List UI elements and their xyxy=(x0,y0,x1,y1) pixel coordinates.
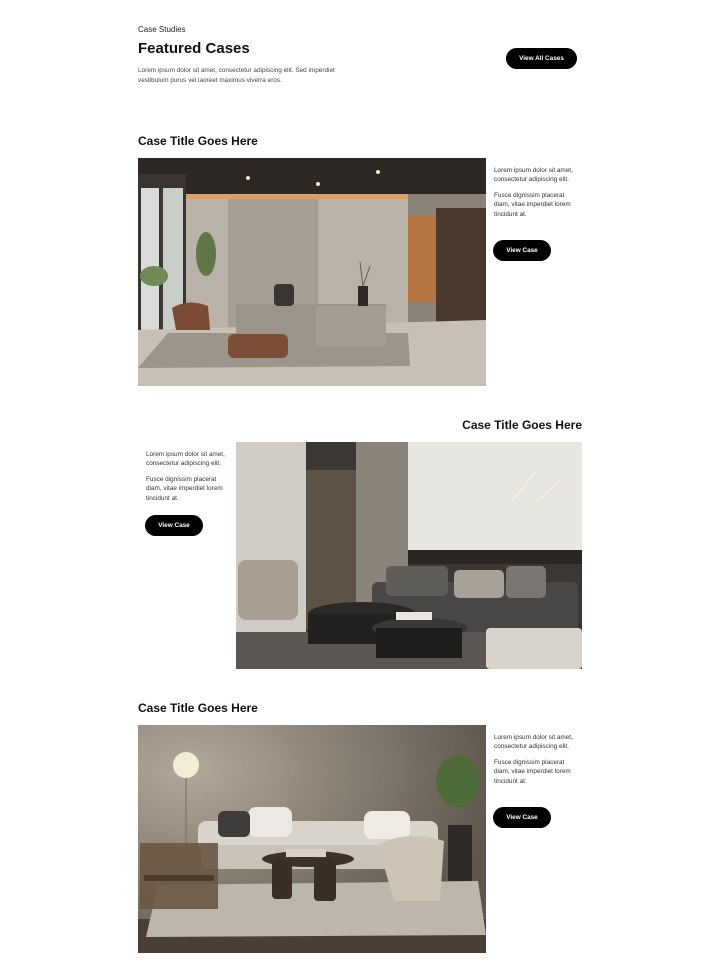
view-all-cases-button[interactable]: View All Cases xyxy=(507,49,576,68)
case-text-3a: Lorem ipsum dolor sit amet, consectetur adipiscing elit. xyxy=(494,734,573,751)
case-image-warm-living-room[interactable] xyxy=(138,725,486,953)
case-text-2a: Lorem ipsum dolor sit amet, consectetur adipiscing elit. xyxy=(146,451,225,468)
case-description-1 xyxy=(494,166,576,225)
view-case-button-2[interactable]: View Case xyxy=(146,516,202,535)
case-text-3b: Fusce dignissim placerat diam, vitae imperdiet lorem tincidunt at. xyxy=(494,758,571,785)
case-image-office-interior[interactable] xyxy=(138,158,486,386)
section-eyebrow: Case Studies xyxy=(138,25,186,34)
dark-living-room-illustration xyxy=(236,442,582,669)
case-description-3 xyxy=(494,733,576,792)
case-title-3: Case Title Goes Here xyxy=(138,701,258,715)
case-title-1: Case Title Goes Here xyxy=(138,134,258,148)
case-text-1a: Lorem ipsum dolor sit amet, consectetur adipiscing elit. xyxy=(494,167,573,184)
case-description-2 xyxy=(146,450,230,509)
page-title: Featured Cases xyxy=(138,40,250,57)
office-interior-illustration xyxy=(138,158,486,386)
intro-text: Lorem ipsum dolor sit amet, consectetur adipiscing elit. Sed imperdiet vestibulum purus vel laoreet maximus viverra eros. xyxy=(138,67,335,84)
warm-living-room-illustration xyxy=(138,725,486,953)
view-case-button-3[interactable]: View Case xyxy=(494,808,550,827)
case-title-2: Case Title Goes Here xyxy=(462,418,582,432)
case-text-1b: Fusce dignissim placerat diam, vitae imperdiet lorem tincidunt at. xyxy=(494,191,571,218)
view-case-button-1[interactable]: View Case xyxy=(494,241,550,260)
case-text-2b: Fusce dignissim placerat diam, vitae imperdiet lorem tincidunt at. xyxy=(146,475,223,502)
case-image-dark-living-room[interactable] xyxy=(236,442,582,669)
